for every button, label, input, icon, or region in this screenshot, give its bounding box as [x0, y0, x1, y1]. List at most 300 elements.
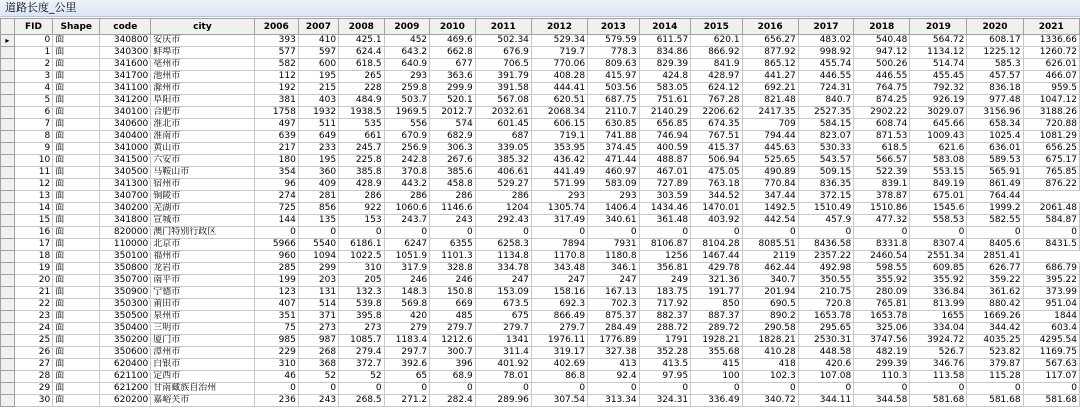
table-cell[interactable]: 1510.86 — [854, 203, 910, 215]
table-cell[interactable]: 1180.8 — [588, 251, 639, 263]
table-cell[interactable]: 947.12 — [854, 47, 910, 59]
table-cell[interactable]: 110.3 — [854, 371, 910, 383]
table-cell[interactable]: 636.01 — [967, 143, 1023, 155]
row-selector[interactable] — [1, 323, 15, 335]
table-cell[interactable]: 0 — [531, 383, 587, 395]
table-cell[interactable]: 293 — [384, 71, 430, 83]
table-cell[interactable]: 淮北市 — [151, 119, 254, 131]
table-cell[interactable]: 608.17 — [967, 35, 1023, 47]
table-cell[interactable]: 1492.5 — [742, 203, 798, 215]
table-cell[interactable]: 692.21 — [742, 83, 798, 95]
table-cell[interactable]: 0 — [339, 227, 385, 239]
row-selector[interactable] — [1, 191, 15, 203]
table-cell[interactable]: 720.8 — [798, 299, 853, 311]
table-cell[interactable]: 面 — [53, 215, 100, 227]
table-row[interactable] — [1, 203, 1080, 215]
table-cell[interactable]: 1336.66 — [1023, 35, 1079, 47]
table-cell[interactable]: 670.9 — [384, 131, 430, 143]
row-selector[interactable] — [1, 395, 15, 407]
table-cell[interactable]: 面 — [53, 179, 100, 191]
table-cell[interactable]: 813.99 — [910, 299, 967, 311]
table-cell[interactable]: 400.59 — [639, 143, 690, 155]
table-cell[interactable]: 2551.34 — [910, 251, 967, 263]
table-cell[interactable]: 0 — [254, 383, 298, 395]
table-row[interactable] — [1, 299, 1080, 311]
table-cell[interactable]: 面 — [53, 263, 100, 275]
table-cell[interactable]: 344.58 — [854, 395, 910, 407]
table-cell[interactable]: 1976.11 — [531, 335, 587, 347]
table-cell[interactable]: 530.33 — [798, 143, 853, 155]
column-header-code[interactable]: code — [100, 19, 151, 35]
table-cell[interactable]: 8405.6 — [967, 239, 1023, 251]
table-cell[interactable]: 1051.9 — [384, 251, 430, 263]
table-row[interactable] — [1, 275, 1080, 287]
table-cell[interactable]: 2061.48 — [1023, 203, 1079, 215]
table-cell[interactable]: 410 — [298, 35, 338, 47]
table-cell[interactable]: 311.4 — [475, 347, 531, 359]
table-cell[interactable]: 面 — [53, 311, 100, 323]
table-cell[interactable]: 391.79 — [475, 71, 531, 83]
column-header-2021[interactable]: 2021 — [1023, 19, 1079, 35]
table-cell[interactable]: 413.5 — [639, 359, 690, 371]
table-cell[interactable]: 540.48 — [854, 35, 910, 47]
table-cell[interactable]: 宁德市 — [151, 287, 254, 299]
table-cell[interactable]: 莆田市 — [151, 299, 254, 311]
row-selector[interactable] — [1, 167, 15, 179]
table-cell[interactable]: 0 — [639, 227, 690, 239]
table-cell[interactable]: 407 — [254, 299, 298, 311]
table-cell[interactable]: 8 — [14, 131, 53, 143]
row-selector[interactable] — [1, 371, 15, 383]
table-cell[interactable]: 268 — [298, 347, 338, 359]
table-cell[interactable]: 340800 — [100, 35, 151, 47]
table-cell[interactable]: 三明市 — [151, 323, 254, 335]
column-header-city[interactable]: city — [151, 19, 254, 35]
table-cell[interactable]: 245.7 — [339, 143, 385, 155]
table-cell[interactable]: 滁州市 — [151, 83, 254, 95]
table-cell[interactable]: 295.65 — [798, 323, 853, 335]
table-cell[interactable]: 674.35 — [691, 119, 742, 131]
table-cell[interactable]: 7931 — [588, 239, 639, 251]
table-cell[interactable]: 987 — [298, 335, 338, 347]
table-cell[interactable]: 765.85 — [1023, 167, 1079, 179]
table-cell[interactable]: 770.84 — [742, 179, 798, 191]
table-cell[interactable]: 2110.7 — [588, 107, 639, 119]
table-cell[interactable]: 352.28 — [639, 347, 690, 359]
table-cell[interactable]: 834.86 — [639, 47, 690, 59]
table-cell[interactable]: 192 — [254, 83, 298, 95]
table-cell[interactable]: 690.5 — [742, 299, 798, 311]
table-cell[interactable]: 蚌埠市 — [151, 47, 254, 59]
table-cell[interactable]: 856 — [298, 203, 338, 215]
table-cell[interactable]: 579.59 — [588, 35, 639, 47]
table-cell[interactable]: 107.08 — [798, 371, 853, 383]
table-cell[interactable]: 面 — [53, 323, 100, 335]
table-cell[interactable]: 8085.51 — [742, 239, 798, 251]
table-cell[interactable]: 611.57 — [639, 35, 690, 47]
table-cell[interactable]: 675.17 — [1023, 155, 1079, 167]
table-cell[interactable]: 115.28 — [967, 371, 1023, 383]
table-cell[interactable]: 2206.62 — [691, 107, 742, 119]
table-cell[interactable]: 767.28 — [691, 95, 742, 107]
table-cell[interactable]: 面 — [53, 131, 100, 143]
table-cell[interactable]: 306.3 — [430, 143, 476, 155]
table-cell[interactable]: 97.95 — [639, 371, 690, 383]
table-row[interactable] — [1, 287, 1080, 299]
table-cell[interactable]: 1212.6 — [430, 335, 476, 347]
table-cell[interactable]: 514 — [298, 299, 338, 311]
table-cell[interactable]: 2417.35 — [742, 107, 798, 119]
table-cell[interactable]: 65 — [384, 371, 430, 383]
table-cell[interactable]: 763.18 — [691, 179, 742, 191]
table-cell[interactable]: 415.97 — [588, 71, 639, 83]
table-cell[interactable]: 662.8 — [430, 47, 476, 59]
table-cell[interactable]: 漳州市 — [151, 347, 254, 359]
table-cell[interactable]: 17 — [14, 239, 53, 251]
table-cell[interactable]: 4035.25 — [967, 335, 1023, 347]
table-row[interactable] — [1, 383, 1080, 395]
row-selector[interactable] — [1, 227, 15, 239]
table-cell[interactable]: 面 — [53, 347, 100, 359]
table-row[interactable] — [1, 347, 1080, 359]
table-cell[interactable]: 658.34 — [967, 119, 1023, 131]
table-cell[interactable]: 522.39 — [854, 167, 910, 179]
table-cell[interactable]: 233 — [298, 143, 338, 155]
table-cell[interactable]: 面 — [53, 227, 100, 239]
table-cell[interactable]: 581.68 — [1023, 395, 1079, 407]
table-cell[interactable]: 芜湖市 — [151, 203, 254, 215]
table-cell[interactable]: 217 — [254, 143, 298, 155]
table-cell[interactable]: 0 — [430, 227, 476, 239]
table-cell[interactable]: 307.54 — [531, 395, 587, 407]
table-cell[interactable]: 1081.29 — [1023, 131, 1079, 143]
table-cell[interactable]: 面 — [53, 119, 100, 131]
table-cell[interactable]: 199 — [254, 275, 298, 287]
table-cell[interactable]: 583.09 — [588, 179, 639, 191]
table-cell[interactable]: 167.13 — [588, 287, 639, 299]
table-cell[interactable]: 10 — [14, 155, 53, 167]
table-cell[interactable]: 1341 — [475, 335, 531, 347]
row-selector[interactable] — [1, 203, 15, 215]
table-cell[interactable]: 406.61 — [475, 167, 531, 179]
table-cell[interactable]: 201.94 — [742, 287, 798, 299]
table-cell[interactable]: 585.3 — [967, 59, 1023, 71]
table-cell[interactable]: 543.57 — [798, 155, 853, 167]
table-cell[interactable]: 529.27 — [475, 179, 531, 191]
table-cell[interactable]: 310 — [254, 359, 298, 371]
table-cell[interactable]: 485 — [430, 311, 476, 323]
table-cell[interactable]: 0 — [475, 227, 531, 239]
table-cell[interactable]: 656.27 — [742, 35, 798, 47]
table-cell[interactable]: 443.2 — [384, 179, 430, 191]
table-cell[interactable]: 3747.56 — [854, 335, 910, 347]
table-cell[interactable]: 面 — [53, 203, 100, 215]
table-cell[interactable]: 247 — [588, 275, 639, 287]
table-cell[interactable]: 阜阳市 — [151, 95, 254, 107]
table-cell[interactable]: 110000 — [100, 239, 151, 251]
table-cell[interactable]: 0 — [531, 227, 587, 239]
table-cell[interactable]: 341500 — [100, 155, 151, 167]
table-cell[interactable]: 319.17 — [531, 347, 587, 359]
table-cell[interactable]: 821.48 — [742, 95, 798, 107]
table-cell[interactable]: 面 — [53, 239, 100, 251]
table-cell[interactable]: 2119 — [742, 251, 798, 263]
table-cell[interactable]: 0 — [742, 383, 798, 395]
table-cell[interactable]: 620.1 — [691, 35, 742, 47]
table-row[interactable] — [1, 215, 1080, 227]
table-cell[interactable]: 6258.3 — [475, 239, 531, 251]
table-cell[interactable]: 687.75 — [588, 95, 639, 107]
table-cell[interactable]: 3029.07 — [910, 107, 967, 119]
table-row[interactable] — [1, 239, 1080, 251]
table-cell[interactable]: 317.49 — [531, 215, 587, 227]
table-row[interactable] — [1, 227, 1080, 239]
table-cell[interactable]: 86.8 — [531, 371, 587, 383]
table-cell[interactable]: 343.48 — [531, 263, 587, 275]
table-row[interactable] — [1, 311, 1080, 323]
table-cell[interactable]: 144 — [254, 215, 298, 227]
table-cell[interactable]: 336.49 — [691, 395, 742, 407]
table-cell[interactable]: 890.2 — [742, 311, 798, 323]
table-cell[interactable]: 581.68 — [910, 395, 967, 407]
table-cell[interactable]: 751.61 — [639, 95, 690, 107]
table-cell[interactable]: 1928.21 — [691, 335, 742, 347]
table-cell[interactable]: 401.92 — [475, 359, 531, 371]
table-cell[interactable]: 2460.54 — [854, 251, 910, 263]
table-cell[interactable]: 1470.01 — [691, 203, 742, 215]
table-cell[interactable]: 720.88 — [1023, 119, 1079, 131]
table-cell[interactable]: 0 — [588, 383, 639, 395]
table-cell[interactable]: 澳门特别行政区 — [151, 227, 254, 239]
table-cell[interactable]: 12 — [14, 179, 53, 191]
column-header-2017[interactable]: 2017 — [798, 19, 853, 35]
table-cell[interactable]: 626.77 — [967, 263, 1023, 275]
table-cell[interactable]: 609.85 — [910, 263, 967, 275]
table-cell[interactable]: 350500 — [100, 311, 151, 323]
table-cell[interactable]: 0 — [1023, 383, 1079, 395]
table-cell[interactable]: 46 — [254, 371, 298, 383]
column-header-2009[interactable]: 2009 — [384, 19, 430, 35]
table-cell[interactable]: 8106.87 — [639, 239, 690, 251]
table-row[interactable] — [1, 251, 1080, 263]
table-cell[interactable]: 马鞍山市 — [151, 167, 254, 179]
table-cell[interactable]: 面 — [53, 71, 100, 83]
table-cell[interactable]: 0 — [298, 383, 338, 395]
table-cell[interactable]: 520.1 — [430, 95, 476, 107]
table-cell[interactable]: 1060.6 — [384, 203, 430, 215]
table-cell[interactable]: 14 — [14, 203, 53, 215]
table-cell[interactable]: 11 — [14, 167, 53, 179]
table-row[interactable] — [1, 371, 1080, 383]
table-cell[interactable]: 282.4 — [430, 395, 476, 407]
table-cell[interactable]: 385.6 — [430, 167, 476, 179]
table-cell[interactable]: 6186.1 — [339, 239, 385, 251]
table-cell[interactable]: 849.19 — [910, 179, 967, 191]
table-cell[interactable]: 626.01 — [1023, 59, 1079, 71]
table-cell[interactable]: 5966 — [254, 239, 298, 251]
table-row[interactable] — [1, 167, 1080, 179]
column-header-2016[interactable]: 2016 — [742, 19, 798, 35]
table-cell[interactable]: 469.6 — [430, 35, 476, 47]
table-cell[interactable]: 310 — [339, 263, 385, 275]
table-cell[interactable]: 420.6 — [798, 359, 853, 371]
row-selector[interactable] — [1, 263, 15, 275]
table-cell[interactable]: 1932 — [298, 107, 338, 119]
table-cell[interactable]: 866.92 — [691, 47, 742, 59]
table-row[interactable] — [1, 35, 1080, 47]
table-cell[interactable]: 379.87 — [967, 359, 1023, 371]
table-cell[interactable]: 286 — [430, 191, 476, 203]
table-cell[interactable]: 502.34 — [475, 35, 531, 47]
table-cell[interactable]: 0 — [298, 227, 338, 239]
table-cell[interactable]: 410.28 — [742, 347, 798, 359]
table-cell[interactable]: 415.37 — [691, 143, 742, 155]
table-cell[interactable]: 2902.22 — [854, 107, 910, 119]
table-cell[interactable]: 286 — [475, 191, 531, 203]
table-cell[interactable]: 692.3 — [531, 299, 587, 311]
table-cell[interactable]: 525.65 — [742, 155, 798, 167]
table-cell[interactable]: 509.15 — [798, 167, 853, 179]
table-cell[interactable]: 面 — [53, 59, 100, 71]
table-cell[interactable]: 446.55 — [854, 71, 910, 83]
table-cell[interactable]: 3188.26 — [1023, 107, 1079, 119]
table-cell[interactable]: 246 — [430, 275, 476, 287]
table-cell[interactable]: 341100 — [100, 83, 151, 95]
table-cell[interactable]: 340400 — [100, 131, 151, 143]
table-cell[interactable]: 1938.5 — [339, 107, 385, 119]
table-cell[interactable]: 1791 — [639, 335, 690, 347]
table-cell[interactable]: 497 — [254, 119, 298, 131]
table-cell[interactable]: 601.45 — [475, 119, 531, 131]
table-cell[interactable]: 877.92 — [742, 47, 798, 59]
row-selector[interactable] — [1, 47, 15, 59]
table-cell[interactable]: 271.2 — [384, 395, 430, 407]
table-cell[interactable]: 299 — [298, 263, 338, 275]
row-selector[interactable] — [1, 251, 15, 263]
table-cell[interactable]: 4 — [14, 83, 53, 95]
table-cell[interactable]: 0 — [910, 383, 967, 395]
table-cell[interactable]: 564.72 — [910, 35, 967, 47]
table-cell[interactable]: 279.7 — [475, 323, 531, 335]
table-cell[interactable]: 347.44 — [742, 191, 798, 203]
row-selector[interactable] — [1, 275, 15, 287]
table-cell[interactable]: 620400 — [100, 359, 151, 371]
table-row[interactable] — [1, 179, 1080, 191]
table-cell[interactable]: 582 — [254, 59, 298, 71]
table-cell[interactable]: 500.26 — [854, 59, 910, 71]
table-row[interactable] — [1, 131, 1080, 143]
table-cell[interactable]: 15 — [14, 215, 53, 227]
table-cell[interactable]: 28 — [14, 371, 53, 383]
table-cell[interactable]: 985 — [254, 335, 298, 347]
table-cell[interactable]: 371 — [298, 311, 338, 323]
table-cell[interactable]: 267.6 — [430, 155, 476, 167]
column-header-2012[interactable]: 2012 — [531, 19, 587, 35]
table-cell[interactable]: 2012.7 — [430, 107, 476, 119]
table-cell[interactable]: 998.92 — [798, 47, 853, 59]
table-cell[interactable]: 158.16 — [531, 287, 587, 299]
table-cell[interactable]: 344.42 — [967, 323, 1023, 335]
table-cell[interactable]: 225.8 — [339, 155, 385, 167]
table-cell[interactable]: 649 — [298, 131, 338, 143]
table-cell[interactable]: 385.8 — [339, 167, 385, 179]
table-cell[interactable]: 709 — [742, 119, 798, 131]
table-cell[interactable]: 52 — [298, 371, 338, 383]
table-cell[interactable]: 350300 — [100, 299, 151, 311]
table-cell[interactable]: 442.54 — [742, 215, 798, 227]
table-cell[interactable]: 608.74 — [854, 119, 910, 131]
table-cell[interactable]: 面 — [53, 167, 100, 179]
table-cell[interactable]: 600 — [298, 59, 338, 71]
table-cell[interactable]: 4295.54 — [1023, 335, 1079, 347]
table-cell[interactable]: 0 — [254, 227, 298, 239]
table-cell[interactable]: 嘉峪关市 — [151, 395, 254, 407]
table-cell[interactable]: 8431.5 — [1023, 239, 1079, 251]
table-cell[interactable]: 372.15 — [798, 191, 853, 203]
table-cell[interactable]: 597 — [298, 47, 338, 59]
table-cell[interactable]: 8436.58 — [798, 239, 853, 251]
table-cell[interactable]: 606.15 — [531, 119, 587, 131]
table-cell[interactable]: 603.4 — [1023, 323, 1079, 335]
table-cell[interactable]: 836.18 — [967, 83, 1023, 95]
table-cell[interactable]: 351 — [254, 311, 298, 323]
column-header-2015[interactable]: 2015 — [691, 19, 742, 35]
table-cell[interactable]: 353.95 — [531, 143, 587, 155]
table-cell[interactable]: 1776.89 — [588, 335, 639, 347]
table-cell[interactable]: 475.05 — [691, 167, 742, 179]
row-selector[interactable] — [1, 347, 15, 359]
table-cell[interactable]: 1256 — [639, 251, 690, 263]
table-cell[interactable]: 8307.4 — [910, 239, 967, 251]
table-cell[interactable]: 455.74 — [798, 59, 853, 71]
table-cell[interactable]: 727.89 — [639, 179, 690, 191]
table-cell[interactable]: 719.1 — [531, 131, 587, 143]
table-cell[interactable]: 0 — [588, 227, 639, 239]
table-row[interactable] — [1, 47, 1080, 59]
table-cell[interactable]: 1047.12 — [1023, 95, 1079, 107]
table-cell[interactable]: 448.58 — [798, 347, 853, 359]
table-row[interactable] — [1, 119, 1080, 131]
table-cell[interactable]: 460.97 — [588, 167, 639, 179]
table-cell[interactable]: 425.1 — [339, 35, 385, 47]
row-selector[interactable] — [1, 239, 15, 251]
table-cell[interactable]: 246 — [384, 275, 430, 287]
table-cell[interactable]: 506.94 — [691, 155, 742, 167]
table-cell[interactable]: 面 — [53, 287, 100, 299]
table-cell[interactable]: 687 — [475, 131, 531, 143]
table-cell[interactable]: 25 — [14, 335, 53, 347]
table-cell[interactable]: 328.8 — [430, 263, 476, 275]
table-cell[interactable]: 409 — [298, 179, 338, 191]
table-cell[interactable]: 2851.41 — [967, 251, 1023, 263]
table-cell[interactable]: 340700 — [100, 191, 151, 203]
table-cell[interactable]: 26 — [14, 347, 53, 359]
table-cell[interactable]: 823.07 — [798, 131, 853, 143]
table-cell[interactable]: 268.5 — [339, 395, 385, 407]
table-cell[interactable]: 0 — [691, 383, 742, 395]
table-cell[interactable]: 876.22 — [1023, 179, 1079, 191]
table-cell[interactable]: 621100 — [100, 371, 151, 383]
column-header-2014[interactable]: 2014 — [639, 19, 690, 35]
table-cell[interactable]: 370.8 — [384, 167, 430, 179]
table-cell[interactable]: 273 — [339, 323, 385, 335]
table-cell[interactable]: 面 — [53, 299, 100, 311]
table-cell[interactable]: 839.1 — [854, 179, 910, 191]
table-cell[interactable]: 1828.21 — [742, 335, 798, 347]
table-cell[interactable]: 882.37 — [639, 311, 690, 323]
table-cell[interactable]: 面 — [53, 395, 100, 407]
table-cell[interactable]: 100 — [691, 371, 742, 383]
